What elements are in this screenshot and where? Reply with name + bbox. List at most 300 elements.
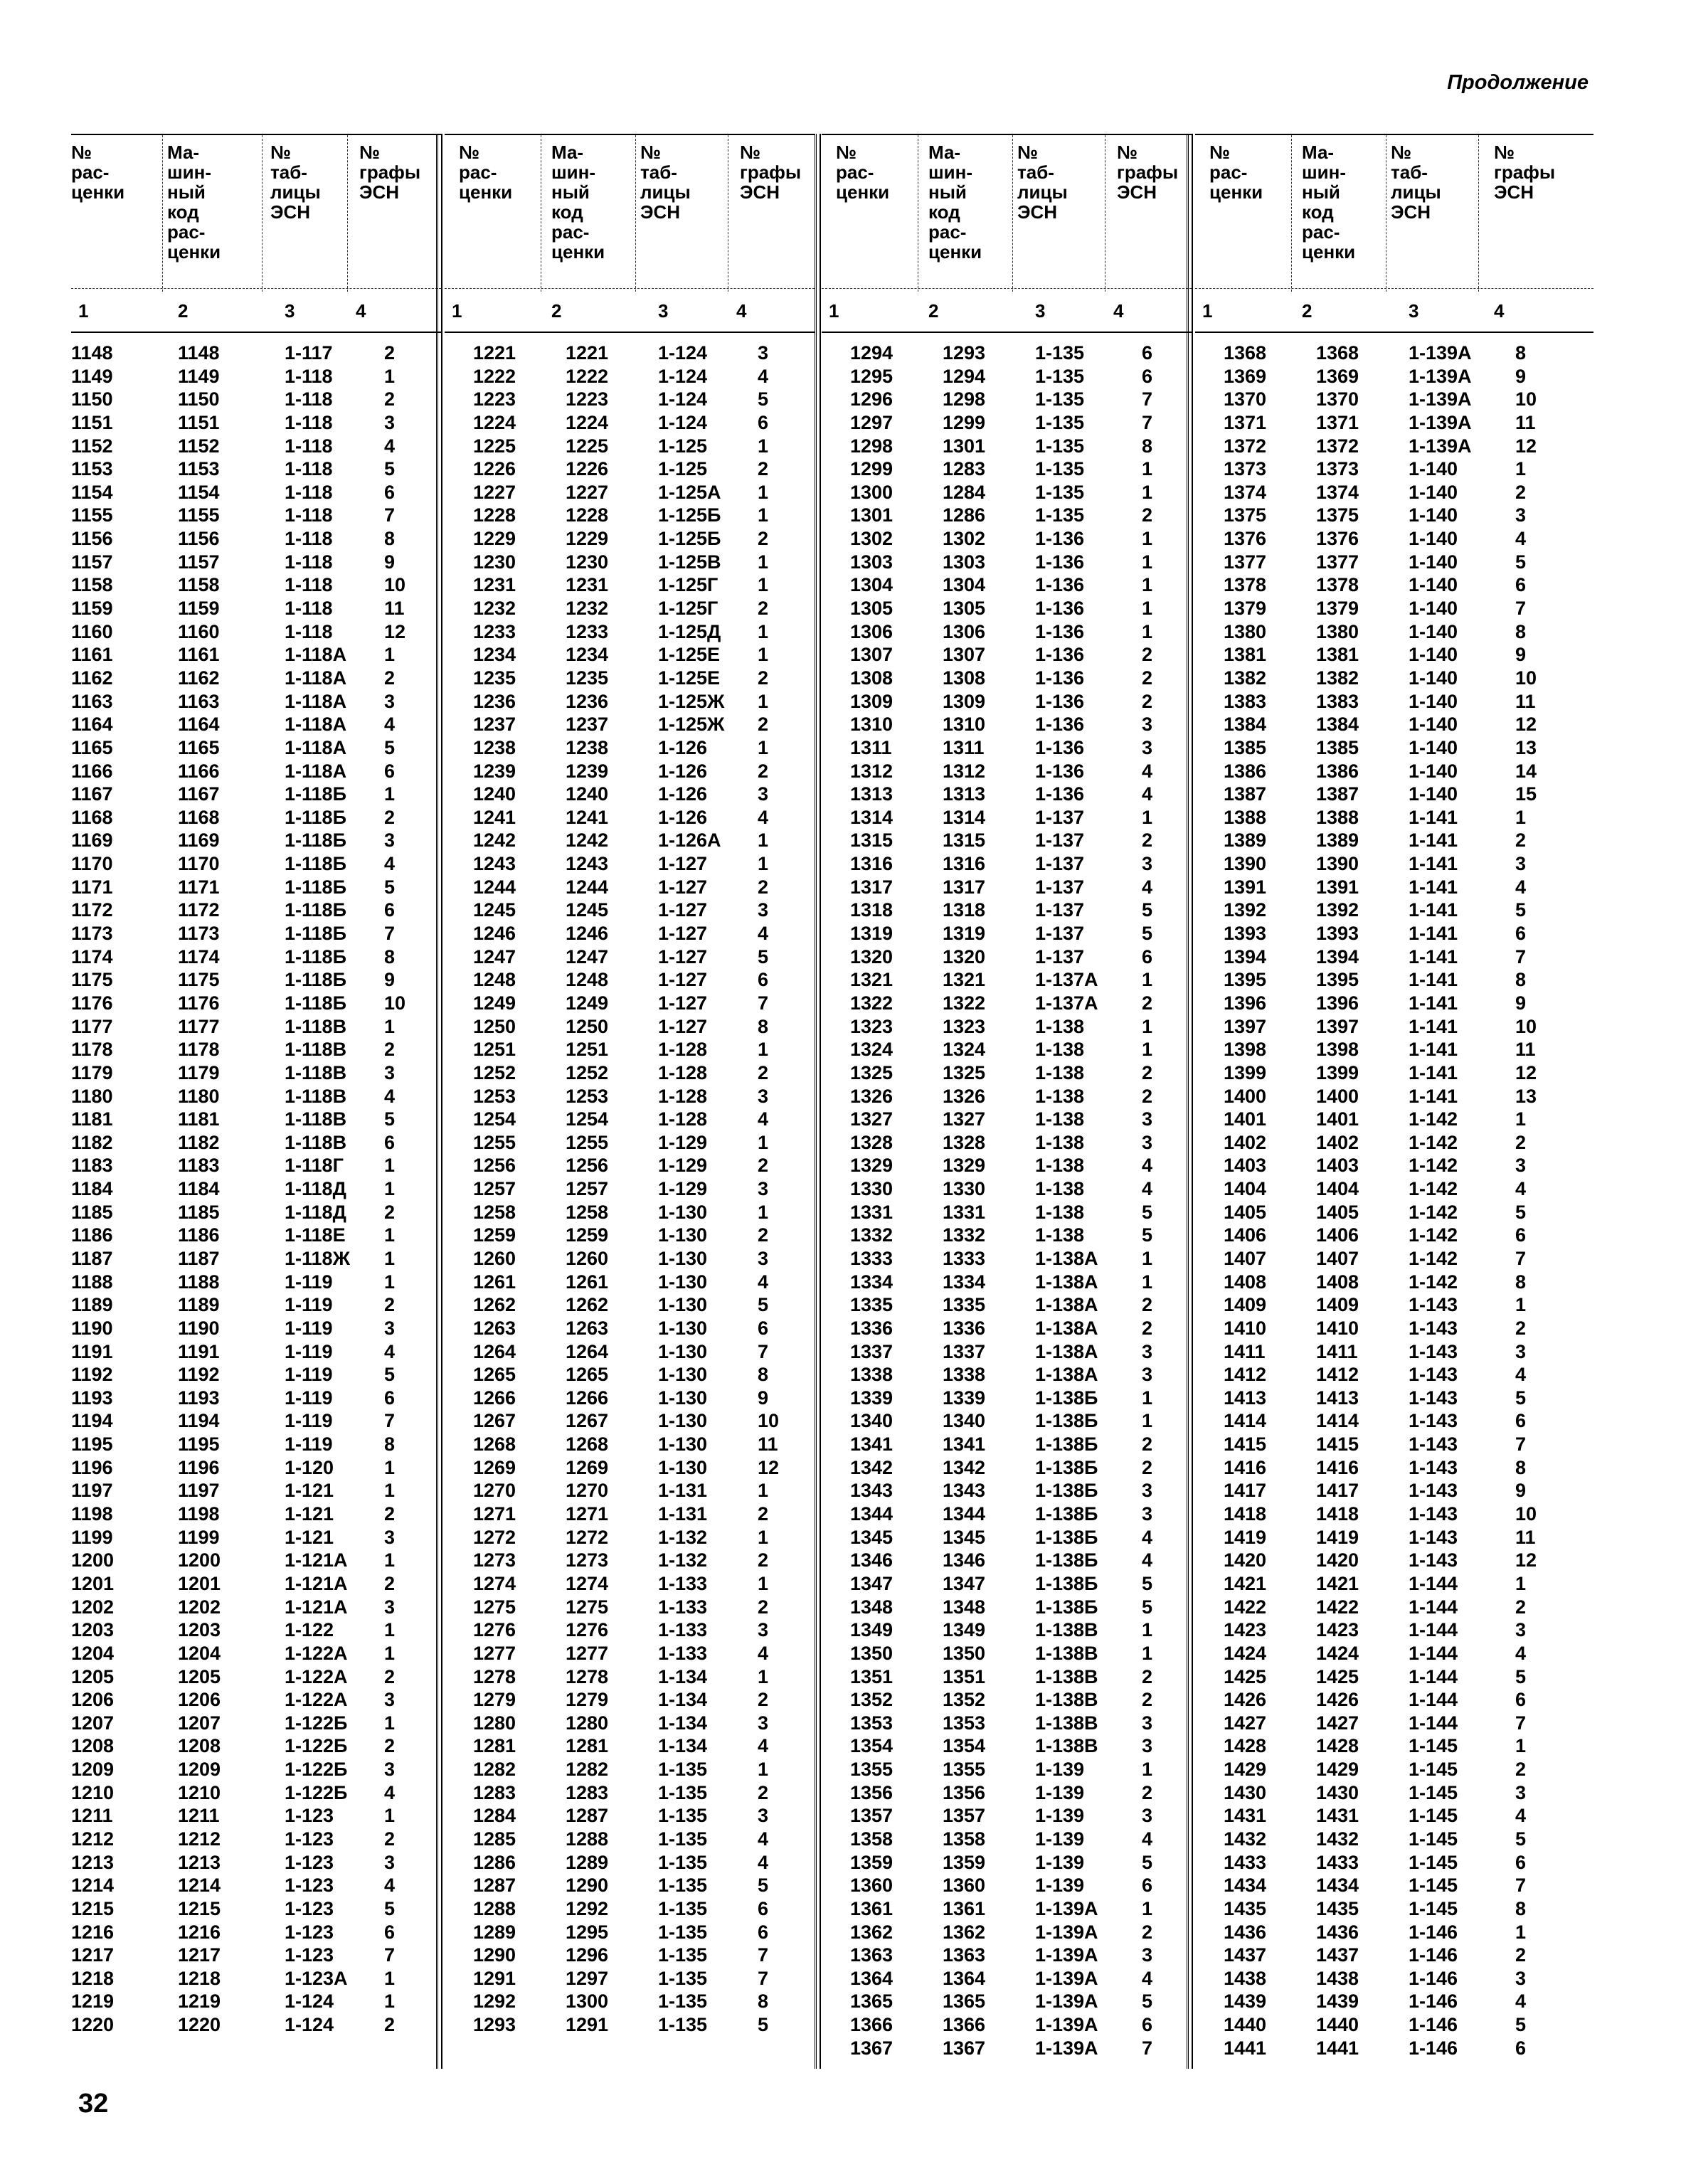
table-cell: 1	[1515, 1921, 1527, 1943]
table-row	[71, 852, 441, 876]
table-row	[1195, 1596, 1593, 1619]
table-cell: 1375	[1316, 504, 1359, 526]
table-cell: 1-119	[285, 1340, 333, 1362]
table-cell: 1332	[850, 1224, 893, 1246]
table-row	[822, 876, 1192, 899]
table-row	[822, 667, 1192, 690]
table-cell: 1-129	[658, 1155, 708, 1177]
table-cell: 1204	[178, 1642, 221, 1664]
table-cell: 1227	[473, 481, 516, 503]
table-cell: 1264	[473, 1340, 516, 1362]
table-cell: 1274	[566, 1572, 609, 1594]
table-cell: 12	[758, 1456, 780, 1478]
table-row	[822, 690, 1192, 714]
table-cell: 1360	[943, 1875, 986, 1897]
table-row	[822, 1038, 1192, 1061]
table-cell: 10	[384, 992, 406, 1014]
table-row	[445, 667, 815, 690]
table-cell: 2	[758, 1061, 769, 1083]
table-row	[71, 1271, 441, 1294]
table-row	[1195, 341, 1593, 365]
table-cell: 2	[1142, 667, 1153, 689]
table-row	[445, 1596, 815, 1619]
table-cell: 1-121	[285, 1480, 334, 1502]
table-row	[445, 736, 815, 760]
table-cell: 1271	[566, 1503, 609, 1525]
table-cell: 1-127	[658, 899, 708, 921]
table-cell: 1307	[850, 644, 893, 666]
table-cell: 11	[758, 1433, 778, 1456]
table-row	[1195, 1572, 1593, 1596]
table-row	[822, 1502, 1192, 1526]
table-cell: 1195	[71, 1433, 113, 1456]
table-cell: 5	[384, 1108, 396, 1130]
table-cell: 1	[1515, 1735, 1527, 1757]
table-row	[445, 1433, 815, 1456]
table-cell: 1395	[1224, 969, 1267, 991]
table-cell: 1301	[850, 504, 893, 526]
table-row	[1195, 922, 1593, 945]
table-cell: 1-143	[1409, 1387, 1458, 1409]
table-cell: 1-139	[1035, 1759, 1085, 1781]
table-cell: 1276	[566, 1619, 609, 1641]
table-cell: 6	[758, 1897, 769, 1919]
table-cell: 1-140	[1409, 620, 1458, 642]
table-row	[445, 1921, 815, 1944]
table-cell: 3	[758, 783, 769, 805]
table-cell: 1156	[71, 528, 113, 550]
table-row	[822, 1433, 1192, 1456]
table-cell: 1-136	[1035, 736, 1085, 758]
table-cell: 1428	[1316, 1735, 1359, 1757]
table-row	[822, 504, 1192, 527]
table-cell: 1368	[1224, 342, 1267, 364]
table-row	[71, 1921, 441, 1944]
table-cell: 11	[1515, 411, 1536, 433]
table-cell: 1-143	[1409, 1410, 1458, 1432]
table-row	[822, 713, 1192, 736]
table-cell: 1-136	[1035, 551, 1085, 573]
table-cell: 1363	[943, 1944, 986, 1966]
table-cell: 1-127	[658, 876, 708, 898]
table-cell: 1345	[943, 1526, 986, 1548]
table-cell: 1	[1142, 574, 1153, 596]
column-number: 4	[736, 300, 747, 322]
table-cell: 1	[758, 1201, 769, 1223]
table-cell: 1380	[1316, 620, 1359, 642]
table-cell: 8	[384, 528, 396, 550]
table-cell: 4	[384, 435, 396, 457]
table-cell: 1-118Б	[285, 806, 346, 828]
table-cell: 4	[1142, 1549, 1153, 1571]
table-cell: 1411	[1316, 1340, 1358, 1362]
table-cell: 10	[1515, 1015, 1537, 1037]
table-cell: 1238	[473, 736, 516, 758]
table-cell: 1226	[473, 458, 516, 480]
table-row	[445, 481, 815, 504]
table-cell: 1177	[178, 1015, 220, 1037]
table-cell: 6	[758, 969, 769, 991]
table-row	[1195, 1967, 1593, 1990]
table-cell: 1-139А	[1409, 365, 1472, 387]
table-cell: 4	[758, 806, 769, 828]
table-cell: 1	[1142, 1897, 1153, 1919]
table-cell: 1331	[850, 1201, 893, 1223]
table-cell: 2	[1142, 1689, 1153, 1711]
table-row	[1195, 1224, 1593, 1247]
table-cell: 1-136	[1035, 783, 1085, 805]
table-cell: 1344	[943, 1503, 986, 1525]
table-cell: 1-124	[658, 388, 708, 410]
table-cell: 1418	[1316, 1503, 1359, 1525]
table-cell: 1-131	[658, 1480, 708, 1502]
table-row	[445, 365, 815, 388]
table-cell: 7	[1515, 598, 1527, 620]
table-cell: 1365	[943, 1990, 986, 2013]
table-cell: 1-118	[285, 620, 333, 642]
table-cell: 1-130	[658, 1364, 708, 1386]
table-cell: 1-138В	[1035, 1689, 1098, 1711]
header-cell: № рас- ценки	[459, 142, 513, 203]
table-cell: 1340	[943, 1410, 986, 1432]
table-row	[1195, 1317, 1593, 1340]
table-cell: 1165	[71, 736, 113, 758]
table-cell: 12	[1515, 1061, 1537, 1083]
table-block	[71, 134, 441, 2037]
table-cell: 5	[1515, 551, 1527, 573]
table-cell: 1224	[473, 411, 516, 433]
table-cell: 1414	[1316, 1410, 1359, 1432]
table-row	[71, 992, 441, 1015]
table-cell: 1-136	[1035, 667, 1085, 689]
table-cell: 1-123	[285, 1851, 334, 1873]
table-cell: 1285	[473, 1828, 516, 1850]
table-cell: 1401	[1316, 1108, 1359, 1130]
table-cell: 6	[1142, 365, 1153, 387]
table-row	[445, 1734, 815, 1758]
table-row	[822, 806, 1192, 829]
table-cell: 1330	[943, 1178, 986, 1200]
table-cell: 1-134	[658, 1735, 708, 1757]
table-cell: 5	[1142, 1990, 1153, 2013]
table-row	[71, 1456, 441, 1480]
table-cell: 1280	[473, 1712, 516, 1734]
table-cell: 1212	[178, 1828, 221, 1850]
table-cell: 1-130	[658, 1410, 708, 1432]
table-cell: 1366	[850, 2014, 893, 2036]
table-cell: 1425	[1316, 1665, 1359, 1687]
table-cell: 6	[758, 1317, 769, 1339]
table-cell: 4	[1142, 876, 1153, 898]
table-cell: 1352	[850, 1689, 893, 1711]
table-cell: 1-139А	[1409, 411, 1472, 433]
table-cell: 1305	[943, 598, 986, 620]
table-row	[1195, 1688, 1593, 1712]
table-row	[71, 1874, 441, 1897]
table-cell: 1-135	[1035, 504, 1085, 526]
table-cell: 1-138В	[1035, 1665, 1098, 1687]
table-cell: 1272	[473, 1526, 516, 1548]
table-cell: 1431	[1316, 1805, 1359, 1827]
table-cell: 1179	[178, 1061, 220, 1083]
table-cell: 1173	[178, 923, 220, 945]
table-cell: 1258	[473, 1201, 516, 1223]
table-cell: 10	[1515, 388, 1537, 410]
table-row	[71, 1015, 441, 1039]
table-header	[71, 134, 441, 288]
table-cell: 1248	[566, 969, 609, 991]
table-cell: 5	[1515, 1201, 1527, 1223]
table-cell: 1291	[566, 2014, 609, 2036]
table-cell: 6	[384, 481, 396, 503]
table-cell: 1160	[71, 620, 113, 642]
table-cell: 3	[384, 829, 396, 852]
table-cell: 1	[384, 1224, 396, 1246]
table-row	[822, 1085, 1192, 1108]
table-row	[445, 1781, 815, 1805]
table-cell: 1296	[566, 1944, 609, 1966]
table-cell: 1	[1515, 1108, 1527, 1130]
table-cell: 4	[758, 1735, 769, 1757]
table-cell: 1-137	[1035, 923, 1085, 945]
table-cell: 1-118А	[285, 714, 347, 736]
table-cell: 2	[1515, 1131, 1527, 1153]
table-cell: 1216	[71, 1921, 115, 1943]
table-cell: 1329	[943, 1155, 986, 1177]
table-cell: 1389	[1316, 829, 1359, 852]
table-cell: 1	[384, 1967, 396, 1989]
table-cell: 1-133	[658, 1642, 708, 1664]
table-cell: 1230	[566, 551, 609, 573]
table-cell: 1-123	[285, 1875, 334, 1897]
table-cell: 1409	[1316, 1294, 1359, 1316]
table-row	[1195, 2037, 1593, 2060]
table-cell: 1173	[71, 923, 113, 945]
table-row	[445, 1131, 815, 1155]
table-cell: 1233	[566, 620, 609, 642]
table-row	[822, 992, 1192, 1015]
table-row	[445, 1340, 815, 1364]
table-cell: 1250	[473, 1015, 516, 1037]
table-cell: 1174	[178, 945, 220, 968]
table-cell: 1418	[1224, 1503, 1267, 1525]
table-cell: 1-121А	[285, 1549, 348, 1571]
table-row	[71, 365, 441, 388]
table-body	[445, 341, 815, 2037]
table-cell: 1371	[1224, 411, 1267, 433]
table-cell: 1-119	[285, 1294, 333, 1316]
table-cell: 1-127	[658, 923, 708, 945]
table-cell: 1354	[943, 1735, 986, 1757]
table-cell: 1398	[1316, 1039, 1359, 1061]
table-cell: 1332	[943, 1224, 986, 1246]
table-row	[822, 388, 1192, 411]
table-cell: 1-142	[1409, 1201, 1458, 1223]
table-row	[71, 1851, 441, 1875]
table-cell: 1339	[850, 1387, 893, 1409]
table-row	[822, 1456, 1192, 1480]
table-cell: 1-138А	[1035, 1340, 1098, 1362]
table-cell: 1311	[943, 736, 985, 758]
table-cell: 1334	[850, 1271, 893, 1293]
column-number: 3	[285, 300, 295, 322]
table-row	[445, 1317, 815, 1340]
table-cell: 1210	[71, 1781, 115, 1803]
table-row	[445, 457, 815, 481]
table-row	[822, 643, 1192, 667]
table-row	[445, 1526, 815, 1549]
table-cell: 1335	[943, 1294, 986, 1316]
table-cell: 1-140	[1409, 736, 1458, 758]
table-cell: 1374	[1224, 481, 1267, 503]
table-cell: 1293	[473, 2014, 516, 2036]
table-cell: 1-122А	[285, 1642, 348, 1664]
table-row	[445, 806, 815, 829]
table-cell: 1-140	[1409, 644, 1458, 666]
table-cell: 1357	[943, 1805, 986, 1827]
table-cell: 9	[758, 1387, 769, 1409]
table-cell: 1359	[943, 1851, 986, 1873]
table-row	[1195, 1897, 1593, 1921]
table-cell: 9	[1515, 1480, 1527, 1502]
table-cell: 5	[384, 1897, 396, 1919]
table-cell: 5	[1142, 899, 1153, 921]
table-cell: 1	[758, 504, 769, 526]
table-row	[822, 411, 1192, 435]
table-cell: 1239	[473, 760, 516, 782]
table-cell: 1-126А	[658, 829, 721, 852]
table-row	[445, 1851, 815, 1875]
table-cell: 1192	[178, 1364, 220, 1386]
table-cell: 1-121А	[285, 1596, 348, 1618]
table-cell: 2	[1515, 1596, 1527, 1618]
table-cell: 1391	[1316, 876, 1359, 898]
table-cell: 1-125Д	[658, 620, 721, 642]
table-cell: 1-135	[1035, 411, 1085, 433]
table-cell: 1184	[71, 1178, 113, 1200]
table-cell: 5	[384, 876, 396, 898]
table-cell: 1-138А	[1035, 1247, 1098, 1269]
table-cell: 1175	[71, 969, 113, 991]
table-cell: 7	[384, 1410, 396, 1432]
table-cell: 1346	[850, 1549, 893, 1571]
table-cell: 3	[758, 342, 769, 364]
table-row	[1195, 1921, 1593, 1944]
table-cell: 2	[1142, 1456, 1153, 1478]
column-number-row	[71, 288, 441, 333]
table-cell: 1-122Б	[285, 1735, 348, 1757]
table-cell: 4	[1515, 1178, 1527, 1200]
table-cell: 1217	[178, 1944, 221, 1966]
table-row	[1195, 806, 1593, 829]
table-row	[822, 1526, 1192, 1549]
table-row	[71, 1154, 441, 1177]
table-cell: 1385	[1224, 736, 1267, 758]
table-cell: 1222	[473, 365, 516, 387]
table-cell: 1-143	[1409, 1480, 1458, 1502]
table-cell: 1201	[71, 1572, 115, 1594]
table-row	[1195, 1502, 1593, 1526]
table-cell: 1310	[943, 714, 986, 736]
table-cell: 10	[1515, 1503, 1537, 1525]
table-cell: 1380	[1224, 620, 1267, 642]
table-cell: 1326	[943, 1085, 986, 1107]
table-cell: 1-134	[658, 1689, 708, 1711]
table-row	[445, 341, 815, 365]
table-cell: 1364	[943, 1967, 986, 1989]
table-cell: 1278	[566, 1665, 609, 1687]
table-cell: 3	[1142, 1944, 1153, 1966]
table-cell: 4	[1515, 528, 1527, 550]
table-cell: 1	[384, 783, 396, 805]
table-cell: 3	[1142, 1712, 1153, 1734]
table-row	[1195, 1293, 1593, 1317]
table-cell: 1-138	[1035, 1224, 1085, 1246]
table-cell: 1242	[473, 829, 516, 852]
table-row	[822, 898, 1192, 922]
table-cell: 1196	[71, 1456, 113, 1478]
table-row	[1195, 388, 1593, 411]
table-cell: 1-123	[285, 1828, 334, 1850]
table-cell: 1-145	[1409, 1897, 1458, 1919]
table-cell: 1-118	[285, 528, 333, 550]
table-cell: 1-123А	[285, 1967, 348, 1989]
table-cell: 1-135	[1035, 458, 1085, 480]
table-cell: 1262	[473, 1294, 516, 1316]
table-row	[822, 1317, 1192, 1340]
table-cell: 3	[1142, 1340, 1153, 1362]
table-cell: 1410	[1316, 1317, 1359, 1339]
table-cell: 1-136	[1035, 644, 1085, 666]
table-cell: 1-136	[1035, 598, 1085, 620]
table-cell: 1-139А	[1035, 1967, 1098, 1989]
table-cell: 1186	[71, 1224, 113, 1246]
table-row	[1195, 1804, 1593, 1828]
table-cell: 6	[1142, 2014, 1153, 2036]
table-cell: 1-130	[658, 1456, 708, 1478]
table-cell: 1-135	[1035, 435, 1085, 457]
table-cell: 1-145	[1409, 1875, 1458, 1897]
table-cell: 1-130	[658, 1247, 708, 1269]
table-cell: 8	[758, 1364, 769, 1386]
table-row	[822, 1967, 1192, 1990]
table-cell: 1317	[943, 876, 986, 898]
table-cell: 4	[1515, 1364, 1527, 1386]
table-cell: 2	[1142, 1317, 1153, 1339]
table-cell: 1-138Б	[1035, 1433, 1098, 1456]
table-cell: 1	[384, 1619, 396, 1641]
table-cell: 1297	[566, 1967, 609, 1989]
table-cell: 1347	[943, 1572, 986, 1594]
table-cell: 1312	[850, 760, 893, 782]
table-cell: 1169	[71, 829, 113, 852]
table-cell: 1267	[473, 1410, 516, 1432]
table-cell: 1152	[178, 435, 220, 457]
table-cell: 1369	[1224, 365, 1267, 387]
table-cell: 1-141	[1409, 945, 1458, 968]
table-row	[445, 713, 815, 736]
table-cell: 1429	[1224, 1759, 1267, 1781]
table-cell: 3	[758, 1805, 769, 1827]
table-cell: 1393	[1224, 923, 1267, 945]
table-cell: 5	[384, 458, 396, 480]
table-row	[445, 1247, 815, 1271]
table-row	[71, 1201, 441, 1224]
table-cell: 1159	[71, 598, 113, 620]
table-cell: 1-119	[285, 1271, 333, 1293]
table-row	[822, 1781, 1192, 1805]
table-cell: 1-137А	[1035, 992, 1098, 1014]
